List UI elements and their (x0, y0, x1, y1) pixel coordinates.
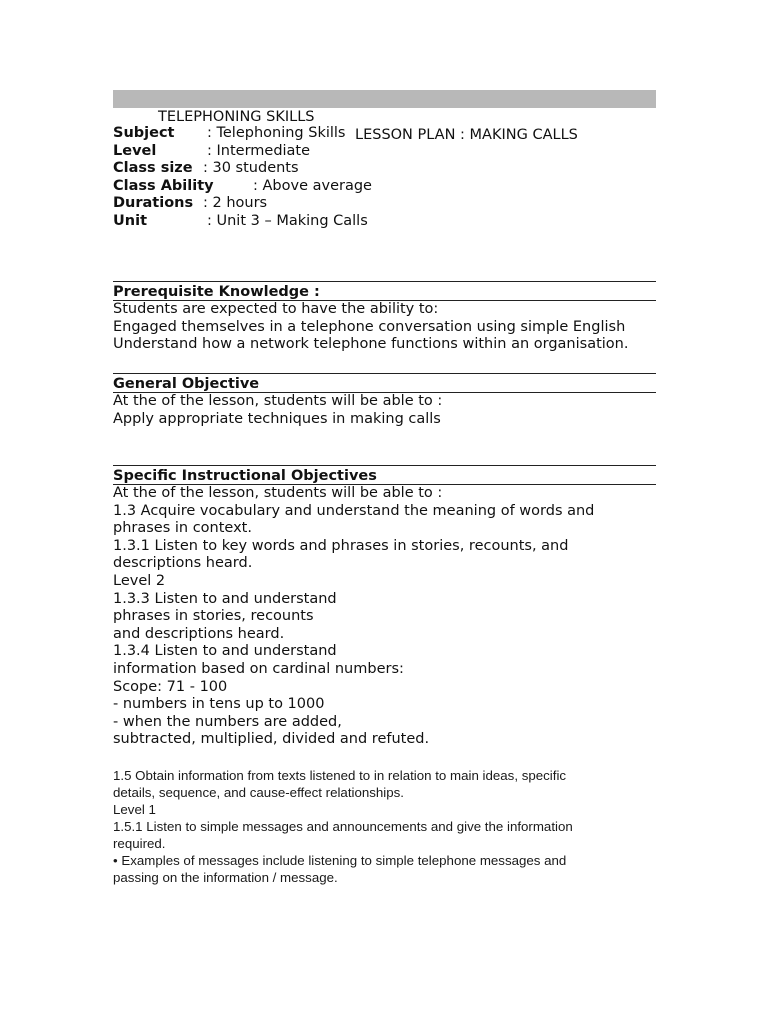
title-right: LESSON PLAN : MAKING CALLS (355, 127, 578, 143)
meta-value: : Telephoning Skills (207, 125, 346, 141)
meta-row-durations (113, 195, 656, 213)
body-line: 1.3.1 Listen to key words and phrases in stories, recounts, and (113, 537, 569, 554)
section-body (113, 485, 656, 749)
body-line: • Examples of messages include listening to simple telephone messages and (113, 853, 567, 868)
body-line: At the of the lesson, students will be able to : (113, 393, 443, 409)
body-line: descriptions heard. (113, 555, 253, 572)
meta-value: : Unit 3 – Making Calls (207, 212, 368, 229)
section-specific-objectives (113, 465, 656, 749)
body-line: phrases in context. (113, 520, 252, 537)
body-line: Engaged themselves in a telephone conversation using simple English (113, 318, 626, 335)
title-left: TELEPHONING SKILLS (158, 109, 315, 125)
body-line: passing on the information / message. (113, 870, 338, 885)
meta-row-level (113, 143, 656, 161)
body-line: 1.3.4 Listen to and understand (113, 643, 337, 660)
section-heading: General Objective (113, 373, 656, 393)
body-line: phrases in stories, recounts (113, 608, 314, 625)
body-line: subtracted, multiplied, divided and refuted. (113, 731, 430, 748)
body-line: Apply appropriate techniques in making calls (113, 410, 441, 427)
body-line: 1.3.3 Listen to and understand (113, 590, 337, 607)
body-line: Students are expected to have the ability to: (113, 301, 439, 317)
meta-row-class-size (113, 160, 656, 178)
body-line: Level 2 (113, 572, 166, 589)
body-line: At the of the lesson, students will be able to : (113, 485, 443, 501)
body-line: 1.5.1 Listen to simple messages and announcements and give the information (113, 819, 573, 834)
meta-row-class-ability (113, 178, 656, 196)
section-prerequisite (113, 281, 656, 354)
meta-key: Class Ability (113, 177, 214, 194)
section-listening-objectives (113, 767, 656, 886)
meta-value: : Intermediate (207, 142, 311, 159)
meta-row-subject (113, 125, 656, 143)
section-body (113, 301, 656, 354)
lesson-meta (113, 125, 656, 230)
body-line: required. (113, 836, 166, 851)
body-line: Level 1 (113, 802, 156, 817)
body-line: Scope: 71 - 100 (113, 678, 228, 695)
body-line: details, sequence, and cause-effect relationships. (113, 785, 404, 800)
meta-value: : Above average (253, 177, 372, 194)
meta-row-unit (113, 213, 656, 231)
body-line: 1.3 Acquire vocabulary and understand the meaning of words and (113, 502, 595, 519)
body-line: information based on cardinal numbers: (113, 660, 404, 677)
meta-key: Durations (113, 195, 194, 211)
meta-key: Level (113, 142, 157, 159)
section-general-objective (113, 373, 656, 428)
meta-key: Class size (113, 160, 193, 176)
body-line: - when the numbers are added, (113, 713, 342, 730)
body-line: - numbers in tens up to 1000 (113, 696, 325, 713)
section-heading: Specific Instructional Objectives (113, 465, 656, 485)
section-heading: Prerequisite Knowledge : (113, 281, 656, 301)
meta-key: Subject (113, 125, 175, 141)
body-line: 1.5 Obtain information from texts listened to in relation to main ideas, specific (113, 768, 567, 783)
section-body (113, 393, 656, 428)
meta-value: : 30 students (203, 160, 299, 176)
body-line: and descriptions heard. (113, 625, 285, 642)
meta-key: Unit (113, 212, 147, 229)
meta-value: : 2 hours (203, 195, 268, 211)
body-line: Understand how a network telephone functions within an organisation. (113, 336, 629, 353)
